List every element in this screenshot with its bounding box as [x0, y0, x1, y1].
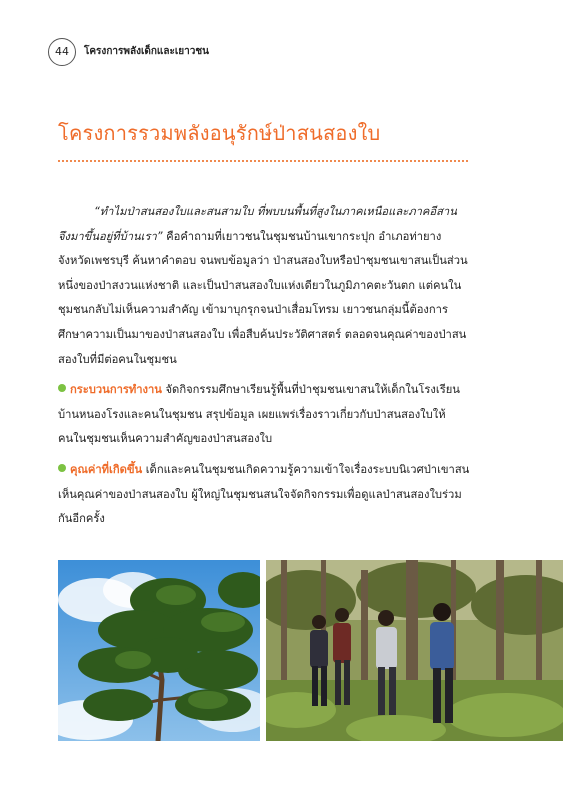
intro-quote: “ทำไมป่าสนสองใบและสนสามใบ ที่พบบนพื้นที่สูงในภาคเหนือและภาคอีสาน จึงมาขึ้นอยู่ที่บ้านเรา”	[58, 205, 457, 243]
article-body	[58, 200, 470, 532]
page-number: 44	[48, 38, 76, 66]
dotted-divider	[58, 160, 468, 162]
section-title: โครงการรวมพลังอนุรักษ์ป่าสนสองใบ	[58, 121, 381, 145]
process-paragraph	[58, 378, 470, 452]
intro-text: คือคำถามที่เยาวชนในชุมชนบ้านเขากระปุก อำเภอท่ายาง จังหวัดเพชรบุรี ค้นหาคำตอบ จนพบข้อมูลว่า ป่าสนสองใบหรือป่าชุมชนเขาสนเป็นส่วนหนึ่งของป่าสงวนแห่งชาติ และเป็นป่าสนสองใบแห่งเดียวในภูมิภาคตะวันตก แต่คนในชุมชนกลับไม่เห็นความสำคัญ เข้ามาบุกรุกจนป่าเสื่อมโทรม เยาวชนกลุ่มนี้ต้องการศึกษาความเป็นมาของป่าสนสองใบ เพื่อสืบค้นประวัติศาสตร์ ตลอดจนคุณค่าของป่าสนสองใบที่มีต่อคนในชุมชน	[58, 229, 468, 366]
process-label: กระบวนการทำงาน	[70, 383, 162, 397]
value-paragraph	[58, 458, 470, 532]
value-label: คุณค่าที่เกิดขึ้น	[70, 462, 143, 476]
intro-paragraph	[58, 200, 470, 372]
green-bullet-icon	[58, 384, 66, 392]
youth-forest-photo	[266, 560, 563, 741]
value-text: เด็กและคนในชุมชนเกิดความรู้ความเข้าใจเรื่องระบบนิเวศป่าเขาสน เห็นคุณค่าของป่าสนสองใบ ผู้ใหญ่ในชุมชนสนใจจัดกิจกรรมเพื่อดูแลป่าสนสองใบร่วมกันอีกครั้ง	[58, 462, 470, 526]
running-header: โครงการพลังเด็กและเยาวชน	[84, 46, 209, 57]
process-text: จัดกิจกรรมศึกษาเรียนรู้พื้นที่ป่าชุมชนเขาสนให้เด็กในโรงเรียนบ้านหนองโรงและคนในชุมชน สรุปข้อมูล เผยแพร่เรื่องราวเกี่ยวกับป่าสนสองใบให้คนในชุมชนเห็นความสำคัญของป่าสนสองใบ	[58, 383, 460, 446]
green-bullet-icon	[58, 464, 66, 472]
pine-tree-photo	[58, 560, 260, 741]
